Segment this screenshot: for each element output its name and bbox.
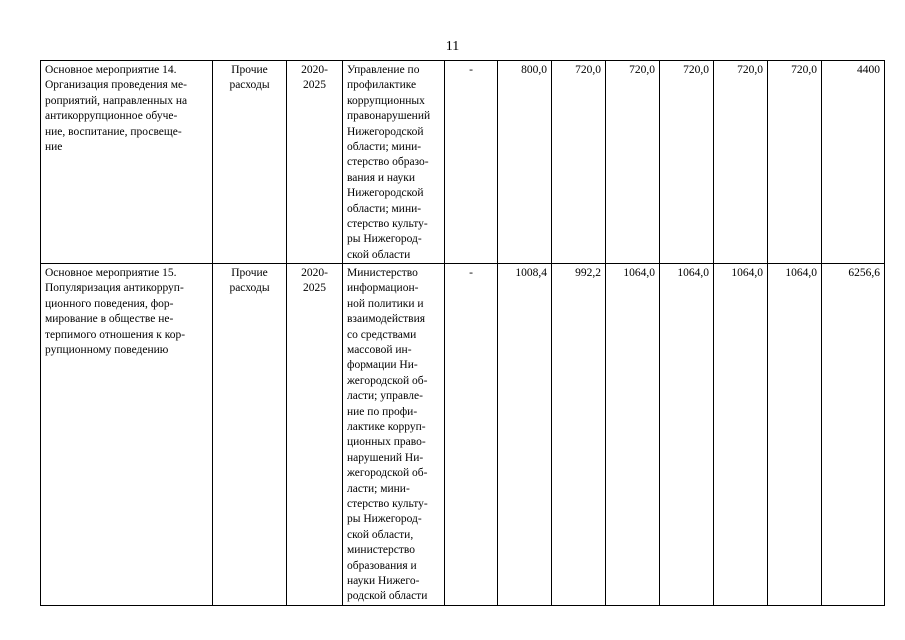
value-cell: 1064,0 <box>714 264 768 606</box>
funding-source-cell <box>213 264 287 606</box>
funding-source-line: Прочие <box>231 64 268 76</box>
activity-name-line: терпимого отношения к кор- <box>45 328 186 341</box>
executor-line: жегородской об- <box>347 374 428 387</box>
executor-line: ной политики и <box>347 297 424 310</box>
period-line: 2020- <box>301 64 328 76</box>
executor-line: вания и науки <box>347 171 416 184</box>
executor-cell <box>343 61 445 264</box>
activity-name-line: роприятий, направленных на <box>45 94 188 107</box>
program-activities-table <box>40 60 885 606</box>
executor-line: коррупционных <box>347 94 425 107</box>
executor-line: Нижегородской <box>347 125 424 138</box>
executor-line: стерство образо- <box>347 156 429 169</box>
activity-name-line: ционного поведения, фор- <box>45 297 174 310</box>
executor-line: ской области, <box>347 528 414 541</box>
executor-line: Министерство <box>347 267 418 280</box>
value-cell: 1008,4 <box>498 264 552 606</box>
value-cell: 800,0 <box>498 61 552 264</box>
dash-cell: - <box>445 61 498 264</box>
total-cell: 6256,6 <box>822 264 885 606</box>
activity-name-line: ние <box>45 140 63 153</box>
executor-line: жегородской об- <box>347 467 428 480</box>
activity-name-line: Основное мероприятие 15. <box>45 267 177 280</box>
period-line: 2025 <box>303 282 326 295</box>
period-line: 2025 <box>303 79 326 92</box>
executor-line: нарушений Ни- <box>347 451 424 464</box>
activity-name-cell <box>41 61 213 264</box>
executor-line: ры Нижегород- <box>347 233 422 246</box>
executor-line: родской области <box>347 590 428 603</box>
value-cell: 720,0 <box>768 61 822 264</box>
activity-name-line: рупционному поведению <box>45 344 169 357</box>
executor-line: стерство культу- <box>347 497 428 510</box>
value-cell: 720,0 <box>714 61 768 264</box>
funding-source-line: расходы <box>229 79 270 92</box>
executor-line: взаимодействия <box>347 313 426 326</box>
activity-name-line: Основное мероприятие 14. <box>45 64 177 76</box>
executor-line: ласти; мини- <box>347 482 410 495</box>
executor-line: области; мини- <box>347 202 422 215</box>
activity-name-line: мирование в обществе не- <box>45 313 174 326</box>
executor-line: министерство <box>347 544 415 557</box>
executor-line: Управление по <box>347 64 420 76</box>
executor-line: информацион- <box>347 282 419 295</box>
table-row <box>41 61 885 264</box>
executor-line: науки Нижего- <box>347 574 420 587</box>
executor-line: правонарушений <box>347 110 431 123</box>
funding-source-line: Прочие <box>231 267 268 280</box>
value-cell: 1064,0 <box>606 264 660 606</box>
period-cell <box>287 264 343 606</box>
executor-line: ние по профи- <box>347 405 418 418</box>
executor-line: ры Нижегород- <box>347 513 422 526</box>
executor-line: области; мини- <box>347 140 422 153</box>
activity-name-line: антикоррупционное обуче- <box>45 110 178 123</box>
dash-cell: - <box>445 264 498 606</box>
executor-line: лактике корруп- <box>347 420 426 433</box>
period-cell <box>287 61 343 264</box>
executor-line: ционных право- <box>347 436 426 449</box>
total-cell: 4400 <box>822 61 885 264</box>
value-cell: 1064,0 <box>768 264 822 606</box>
activity-name-line: Организация проведения ме- <box>45 79 187 92</box>
executor-line: массовой ин- <box>347 344 412 357</box>
activity-name-line: Популяризация антикорруп- <box>45 282 184 295</box>
table-row <box>41 264 885 606</box>
funding-source-cell <box>213 61 287 264</box>
executor-line: Нижегородской <box>347 187 424 200</box>
executor-cell <box>343 264 445 606</box>
page-number: 11 <box>445 39 460 54</box>
executor-line: образования и <box>347 559 417 572</box>
value-cell: 992,2 <box>552 264 606 606</box>
executor-line: профилактике <box>347 79 417 92</box>
executor-line: ской области <box>347 248 411 261</box>
executor-line: со средствами <box>347 328 417 341</box>
value-cell: 720,0 <box>552 61 606 264</box>
value-cell: 720,0 <box>660 61 714 264</box>
executor-line: ласти; управле- <box>347 390 423 403</box>
activity-name-cell <box>41 264 213 606</box>
funding-source-line: расходы <box>229 282 270 295</box>
value-cell: 1064,0 <box>660 264 714 606</box>
executor-line: формации Ни- <box>347 359 418 372</box>
value-cell: 720,0 <box>606 61 660 264</box>
activity-name-line: ние, воспитание, просвеще- <box>45 125 182 138</box>
executor-line: стерство культу- <box>347 217 428 230</box>
period-line: 2020- <box>301 267 328 280</box>
